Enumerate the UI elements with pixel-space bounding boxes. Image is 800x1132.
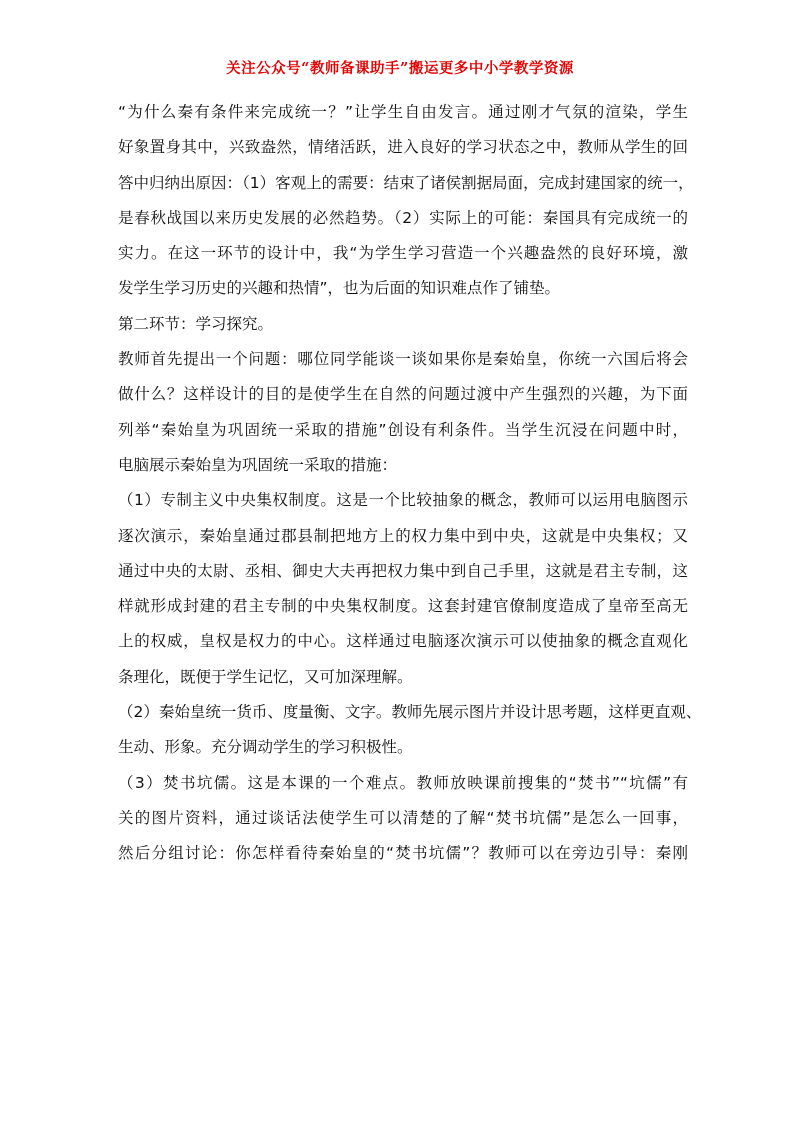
page-header: 关注公众号“教师备课助手”搬运更多中小学教学资源 bbox=[226, 60, 574, 77]
text-line: （2）秦始皇统一货币、度量衡、文字。教师先展示图片并设计思考题，这样更直观、 bbox=[118, 703, 702, 722]
text-line: 教师首先提出一个问题：哪位同学能谈一谈如果你是秦始皇，你统一六国后将会 bbox=[118, 350, 688, 369]
text-line: 列举“秦始皇为巩固统一采取的措施”创设有利条件。当学生沉浸在问题中时， bbox=[118, 420, 688, 439]
text-line: 然后分组讨论：你怎样看待秦始皇的“焚书坑儒”？教师可以在旁边引导：秦刚 bbox=[118, 844, 688, 863]
text-line: 生动、形象。充分调动学生的学习积极性。 bbox=[118, 738, 413, 757]
text-line: 答中归纳出原因：（1）客观上的需要：结束了诸侯割据局面，完成封建国家的统一， bbox=[118, 173, 694, 192]
text-line: 关的图片资料，通过谈话法使学生可以清楚的了解“焚书坑儒”是怎么一回事， bbox=[118, 808, 688, 827]
text-line: 上的权威，皇权是权力的中心。这样通过电脑逐次演示可以使抽象的概念直观化 bbox=[118, 632, 688, 651]
text-line: 通过中央的太尉、丞相、御史大夫再把权力集中到自己手里，这就是君主专制，这 bbox=[118, 561, 688, 580]
text-line: 样就形成封建的君主专制的中央集权制度。这套封建官僚制度造成了皇帝至高无 bbox=[118, 597, 688, 616]
text-line: （1）专制主义中央集权制度。这是一个比较抽象的概念，教师可以运用电脑图示 bbox=[118, 491, 688, 510]
text-line: 条理化，既便于学生记忆，又可加深理解。 bbox=[118, 667, 413, 686]
text-line: 做什么？这样设计的目的是使学生在自然的问题过渡中产生强烈的兴趣，为下面 bbox=[118, 385, 688, 404]
text-line: 实力。在这一环节的设计中，我“为学生学习营造一个兴趣盎然的良好环境，激 bbox=[118, 244, 688, 263]
text-line: 电脑展示秦始皇为巩固统一采取的措施： bbox=[118, 455, 398, 474]
text-line: “为什么秦有条件来完成统一？”让学生自由发言。通过刚才气氛的渲染，学生 bbox=[118, 103, 688, 121]
text-line: 是春秋战国以来历史发展的必然趋势。（2）实际上的可能：秦国具有完成统一的 bbox=[118, 208, 688, 227]
text-line: （3）焚书坑儒。这是本课的一个难点。教师放映课前搜集的“焚书”“坑儒”有 bbox=[118, 773, 688, 792]
document-body bbox=[118, 95, 702, 872]
text-line: 第二环节：学习探究。 bbox=[118, 314, 274, 333]
text-line: 发学生学习历史的兴趣和热情”，也为后面的知识难点作了铺垫。 bbox=[118, 279, 561, 298]
text-line: 好象置身其中，兴致盎然，情绪活跃，进入良好的学习状态之中，教师从学生的回 bbox=[118, 138, 688, 157]
text-line: 逐次演示，秦始皇通过郡县制把地方上的权力集中到中央，这就是中央集权；又 bbox=[118, 526, 688, 545]
